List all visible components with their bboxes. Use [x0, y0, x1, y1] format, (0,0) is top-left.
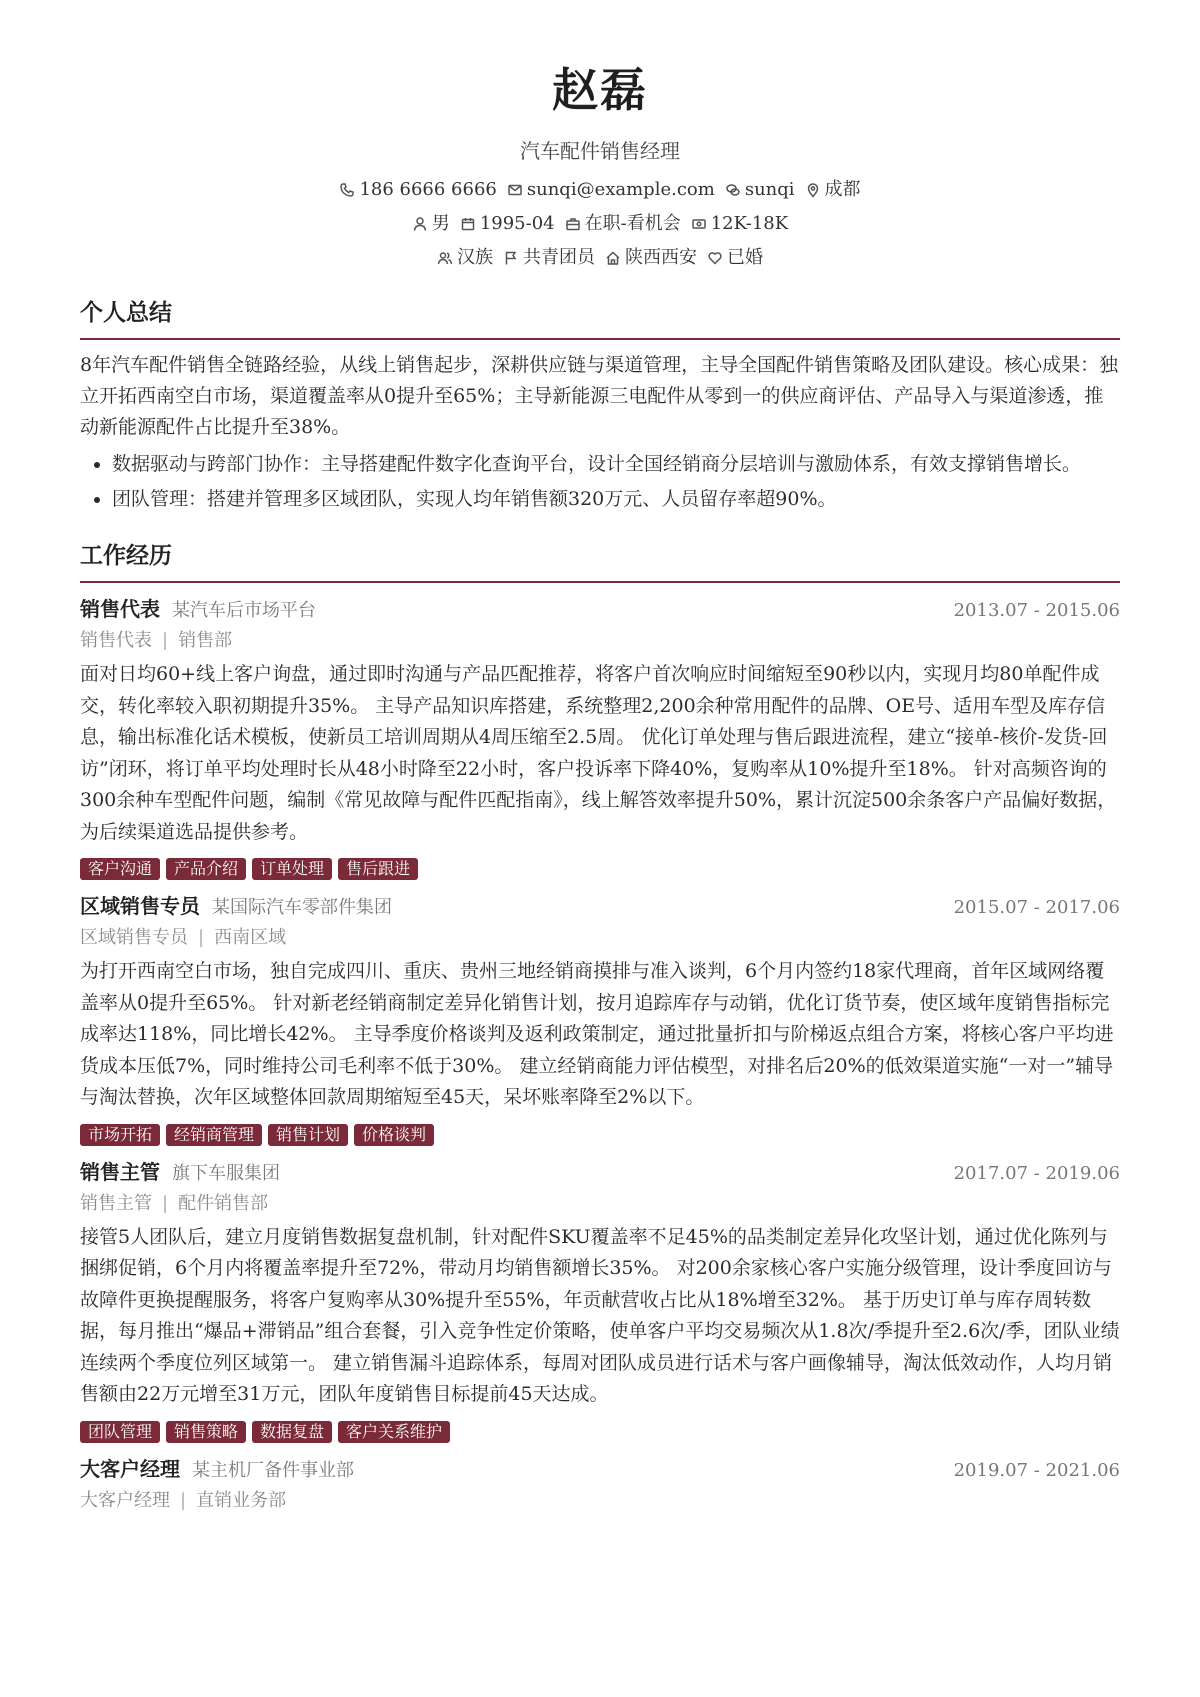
calendar-icon	[460, 216, 476, 232]
email-item	[507, 178, 715, 202]
birth-text: 1995-04	[479, 213, 555, 234]
gender-text: 男	[431, 213, 450, 234]
location-text: 成都	[824, 179, 861, 200]
separator: |	[198, 927, 205, 948]
gender-item	[412, 212, 450, 236]
summary-section	[80, 298, 1120, 515]
skill-tag: 价格谈判	[354, 1124, 434, 1146]
phone-text: 186 6666 6666	[359, 179, 497, 200]
skill-tag: 客户关系维护	[338, 1421, 450, 1443]
summary-heading: 个人总结	[80, 298, 1120, 340]
marital-item	[707, 246, 763, 270]
resume-header	[0, 0, 1200, 270]
skill-tag: 客户沟通	[80, 858, 160, 880]
job-dept: 西南区域	[214, 927, 287, 948]
skill-tags	[80, 1124, 1120, 1146]
job-header	[80, 1158, 1120, 1188]
skill-tags	[80, 858, 1120, 880]
job-header	[80, 892, 1120, 922]
job-dept: 配件销售部	[178, 1192, 269, 1214]
skill-tag: 售后跟进	[338, 858, 418, 880]
hometown-item	[605, 246, 697, 270]
job-company: 某主机厂备件事业部	[192, 1459, 354, 1481]
job-date: 2017.07 - 2019.06	[953, 1162, 1120, 1184]
phone-item	[339, 178, 496, 202]
separator: |	[180, 1489, 187, 1511]
job-dept: 直销业务部	[196, 1489, 287, 1511]
job-title: 汽车配件销售经理	[520, 139, 680, 163]
job-company: 某汽车后市场平台	[172, 600, 316, 621]
location-item	[805, 178, 861, 202]
personal-row	[0, 212, 1200, 236]
briefcase-icon	[565, 216, 581, 232]
job-position: 销售主管	[80, 1192, 152, 1214]
summary-bullet: • 数据驱动与跨部门协作：主导搭建配件数字化查询平台，设计全国经销商分层培训与激励体系，有效支撑销售增长。	[112, 449, 1120, 480]
job-subline	[80, 627, 1120, 655]
skill-tag: 产品介绍	[166, 858, 246, 880]
job-dept: 销售部	[178, 630, 233, 651]
marital-text: 已婚	[727, 247, 763, 268]
job-date: 2019.07 - 2021.06	[953, 1459, 1120, 1481]
job-role: 销售代表	[80, 597, 160, 621]
skill-tag: 经销商管理	[166, 1124, 262, 1146]
separator: |	[162, 630, 169, 651]
skill-tag: 订单处理	[252, 858, 332, 880]
summary-text: 8年汽车配件销售全链路经验，从线上销售起步，深耕供应链与渠道管理，主导全国配件销售策略及团队建设。核心成果：独立开拓西南空白市场，渠道覆盖率从0提升至65%；主导新能源三电配件从零到一的供应商评估、产品导入与渠道渗透，推动新能源配件占比提升至38%。	[80, 354, 1119, 438]
skill-tag: 数据复盘	[252, 1421, 332, 1443]
skill-tag: 销售计划	[268, 1124, 348, 1146]
job-position: 大客户经理	[80, 1489, 170, 1511]
users-icon	[437, 250, 453, 266]
job-entry	[80, 1158, 1120, 1443]
hometown-text: 陕西西安	[625, 247, 697, 268]
user-icon	[412, 216, 428, 232]
skill-tags	[80, 1421, 1120, 1443]
job-role: 大客户经理	[80, 1456, 180, 1481]
wechat-text: sunqi	[744, 179, 795, 200]
email-text: sunqi@example.com	[526, 179, 715, 200]
politics-text: 共青团员	[523, 247, 595, 268]
job-description: 接管5人团队后，建立月度销售数据复盘机制，针对配件SKU覆盖率不足45%的品类制定差异化攻坚计划，通过优化陈列与捆绑促销，6个月内将覆盖率提升至72%，带动月均销售额增长35%。 对200余家核心客户实施分级管理，设计季度回访与故障件更换提醒服务，将客户复购率从30%提升至55%，年贡献营收占比从18%增至32%。 基于历史订单与库存周转数据，每月推出“爆品+滞销品”组合套餐，引入竞争性定价策略，使单客户平均交易频次从1.8次/季提升至2.6次/季，团队业绩连续两个季度位列区域第一。 建立销售漏斗追踪体系，每周对团队成员进行话术与客户画像辅导，淘汰低效动作，人均月销售额由22万元增至31万元，团队年度销售目标提前45天达成。	[80, 1225, 1120, 1405]
heart-icon	[707, 250, 723, 266]
contact-row	[0, 178, 1200, 202]
skill-tag: 团队管理	[80, 1421, 160, 1443]
flag-icon	[503, 250, 519, 266]
job-subline	[80, 924, 1120, 952]
experience-heading: 工作经历	[80, 541, 1120, 583]
location-pin-icon	[805, 182, 821, 198]
ethnicity-text: 汉族	[457, 247, 493, 268]
job-company: 旗下车服集团	[172, 1162, 280, 1184]
job-entry	[80, 1455, 1120, 1515]
job-header	[80, 595, 1120, 625]
money-icon	[691, 216, 707, 232]
skill-tag: 销售策略	[166, 1421, 246, 1443]
job-entry	[80, 892, 1120, 1146]
wechat-icon	[725, 182, 741, 198]
job-subline	[80, 1487, 1120, 1515]
summary-bullets	[80, 449, 1120, 515]
mail-icon	[507, 182, 523, 198]
job-role: 销售主管	[80, 1159, 160, 1184]
salary-text: 12K-18K	[710, 213, 789, 234]
status-item	[565, 212, 681, 236]
politics-item	[503, 246, 595, 270]
job-description: 为打开西南空白市场，独自完成四川、重庆、贵州三地经销商摸排与准入谈判，6个月内签约18家代理商，首年区域网络覆盖率从0提升至65%。 针对新老经销商制定差异化销售计划，按月追踪库存与动销，优化订货节奏，使区域年度销售指标完成率达118%，同比增长42%。 主导季度价格谈判及返利政策制定，通过批量折扣与阶梯返点组合方案，将核心客户平均进货成本压低7%，同时维持公司毛利率不低于30%。 建立经销商能力评估模型，对排名后20%的低效渠道实施“一对一”辅导与淘汰替换，次年区域整体回款周期缩短至45天，呆坏账率降至2%以下。	[80, 960, 1114, 1108]
summary-bullet: • 团队管理：搭建并管理多区域团队，实现人均年销售额320万元、人员留存率超90%。	[112, 484, 1120, 515]
job-company: 某国际汽车零部件集团	[212, 897, 392, 918]
job-role: 区域销售专员	[80, 894, 200, 918]
phone-icon	[339, 182, 355, 198]
skill-tag: 市场开拓	[80, 1124, 160, 1146]
candidate-name: 赵磊	[552, 63, 648, 117]
job-description: 面对日均60+线上客户询盘，通过即时沟通与产品匹配推荐，将客户首次响应时间缩短至90秒以内，实现月均80单配件成交，转化率较入职初期提升35%。 主导产品知识库搭建，系统整理2,200余种常用配件的品牌、OE号、适用车型及库存信息，输出标准化话术模板，使新员工培训周期从4周压缩至2.5周。 优化订单处理与售后跟进流程，建立“接单-核价-发货-回访”闭环，将订单平均处理时长从48小时降至22小时，客户投诉率下降40%，复购率从10%提升至18%。 针对高频咨询的300余种车型配件问题，编制《常见故障与配件匹配指南》，线上解答效率提升50%，累计沉淀500余条客户产品偏好数据，为后续渠道选品提供参考。	[80, 663, 1117, 843]
job-position: 销售代表	[80, 630, 152, 651]
job-date: 2015.07 - 2017.06	[953, 897, 1120, 918]
wechat-item	[725, 178, 795, 202]
experience-section	[80, 541, 1120, 1515]
job-date: 2013.07 - 2015.06	[953, 600, 1120, 621]
separator: |	[162, 1192, 169, 1214]
job-entry	[80, 595, 1120, 880]
birth-item	[460, 212, 555, 236]
job-position: 区域销售专员	[80, 927, 188, 948]
ethnicity-item	[437, 246, 493, 270]
background-row	[0, 246, 1200, 270]
status-text: 在职-看机会	[584, 213, 681, 234]
salary-item	[691, 212, 788, 236]
job-header	[80, 1455, 1120, 1485]
home-icon	[605, 250, 621, 266]
job-subline	[80, 1190, 1120, 1218]
